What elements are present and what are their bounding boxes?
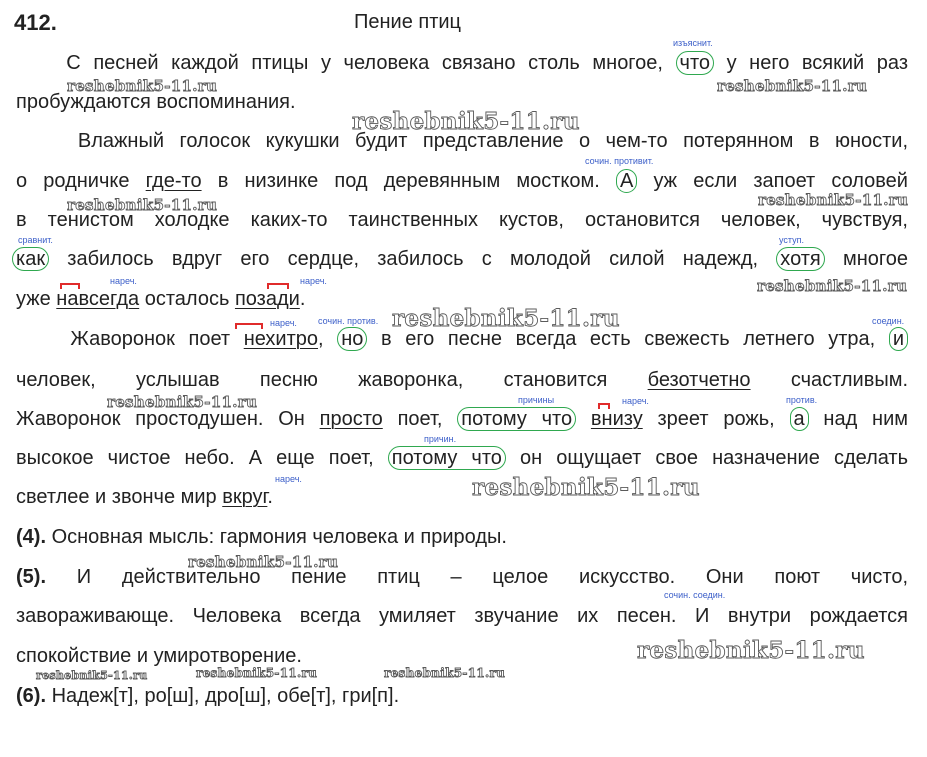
text: в его песне всегда есть свежесть летнего утра, — [380, 328, 876, 350]
prefix-mark — [598, 403, 610, 409]
note-sochin-soedin: сочин. соедин. — [664, 590, 726, 600]
circled-conjunction-hotya: хотя — [776, 247, 824, 271]
answer-number: (6). — [16, 685, 46, 707]
text: у него всякий раз — [726, 52, 908, 74]
text: в низинке под деревянным мостком. — [217, 170, 600, 192]
answer-number: (5). — [16, 566, 46, 588]
underlined-adverb: безотчетно — [647, 369, 751, 391]
p1-line-2: пробуждаются воспоминания. — [16, 91, 296, 113]
watermark: reshebnik5-11.ru — [67, 196, 218, 214]
exercise-number: 412. — [14, 10, 57, 35]
watermark: reshebnik5-11.ru — [36, 669, 148, 682]
text: Влажный голосок кукушки будит представление о чем-то потерянном в юности, — [77, 130, 908, 152]
answer-5-line-3: спокойствие и умиротворение. — [16, 645, 302, 667]
text: Жаворонок поет — [70, 328, 231, 350]
answer-number: (4). — [16, 526, 46, 548]
circled-conjunction-no: но — [337, 327, 367, 351]
watermark: reshebnik5-11.ru — [384, 666, 506, 680]
note-izyasnit: изъяснит. — [673, 38, 713, 48]
answer-5-line-1 — [16, 565, 908, 589]
answer-5-line-2: завораживающе. Человека всегда умиляет звучание их песен. И внутри рождается — [16, 605, 908, 627]
text: счастливым. — [790, 369, 908, 391]
circled-conjunction-potomu-chto: потому что — [457, 407, 576, 431]
p2-line-4 — [12, 247, 908, 271]
text: о родничке — [16, 170, 130, 192]
text: С песней каждой птицы у человека связано столь многое, — [66, 52, 663, 74]
text: он ощущает свое назначение сделать — [520, 447, 908, 469]
p2-line-3: в тенистом холодке каких-то таинственных кустов, остановится человек, чувствуя, — [16, 209, 908, 231]
circled-conjunction-a: а — [790, 407, 809, 431]
text: многое — [842, 248, 908, 270]
text: . — [267, 486, 273, 508]
note-narech: нареч. — [622, 396, 649, 406]
text: над ним — [823, 408, 909, 430]
circled-conjunction-potomu-chto: потому что — [388, 446, 506, 470]
prefix-mark — [235, 323, 263, 329]
text: человек, услышав песню жаворонка, становится — [16, 369, 608, 391]
underlined-adverb: вкруг — [222, 486, 268, 508]
note-protiv: против. — [786, 395, 818, 405]
note-prichin: причин. — [424, 434, 457, 444]
underlined-adverb: навсегда — [56, 288, 140, 310]
page-title: Пение птиц — [354, 11, 462, 33]
text: , — [318, 328, 324, 350]
text: высокое чистое небо. А еще поет, — [16, 447, 374, 469]
watermark: reshebnik5-11.ru — [758, 191, 909, 209]
watermark: reshebnik5-11.ru — [757, 277, 908, 295]
note-narech: нареч. — [300, 276, 327, 286]
text: уж если запоет соловей — [653, 170, 908, 192]
watermark: reshebnik5-11.ru — [717, 77, 868, 95]
answer-4 — [16, 525, 507, 549]
watermark: reshebnik5-11.ru — [107, 393, 258, 411]
note-prichiny: причины — [518, 395, 555, 405]
text: светлее и звонче мир — [16, 486, 217, 508]
p3-line-5 — [16, 485, 273, 509]
text: Основная мысль: гармония человека и природы. — [51, 526, 507, 548]
watermark: reshebnik5-11.ru — [392, 305, 620, 332]
prefix-mark — [60, 283, 80, 289]
prefix-mark — [267, 283, 289, 289]
underlined-adverb: позади — [234, 288, 300, 310]
text: уже — [16, 288, 51, 310]
p3-line-4 — [16, 446, 908, 470]
watermark: reshebnik5-11.ru — [196, 666, 318, 680]
watermark: reshebnik5-11.ru — [188, 553, 339, 571]
text: . — [299, 288, 306, 310]
text: поет, — [397, 408, 443, 430]
note-sochin-protiv: сочин. против. — [318, 316, 379, 326]
text: осталось — [144, 288, 230, 310]
p2-line-5 — [16, 287, 305, 311]
note-soedin: соедин. — [872, 316, 905, 326]
p3-line-2 — [16, 368, 908, 392]
text: Жаворонок простодушен. Он — [16, 408, 305, 430]
note-narech: нареч. — [275, 474, 302, 484]
circled-conjunction-i: и — [889, 327, 908, 351]
note-sravnit: сравнит. — [18, 235, 53, 245]
text: И действительно пение птиц – целое искусство. Они поют чисто, — [76, 566, 909, 588]
note-narech: нареч. — [270, 318, 297, 328]
answer-6 — [16, 684, 399, 708]
p1-line-1 — [16, 51, 908, 75]
p2-line-2 — [16, 169, 908, 193]
watermark: reshebnik5-11.ru — [637, 637, 865, 664]
circled-conjunction-a: А — [616, 169, 637, 193]
circled-conjunction-kak: как — [12, 247, 49, 271]
note-ustup: уступ. — [779, 235, 804, 245]
underlined-word: где-то — [145, 170, 202, 192]
text: Надеж[т], ро[ш], дро[ш], обе[т], гри[п]. — [51, 685, 400, 707]
note-narech: нареч. — [110, 276, 137, 286]
watermark: reshebnik5-11.ru — [352, 108, 580, 135]
note-sochin-protivit: сочин. противит. — [585, 156, 654, 166]
circled-conjunction-chto: что — [676, 51, 714, 75]
text: зреет рожь, — [657, 408, 775, 430]
watermark: reshebnik5-11.ru — [472, 474, 700, 501]
text: забилось вдруг его сердце, забилось с молодой силой надежд, — [67, 248, 759, 270]
underlined-adverb: просто — [319, 408, 383, 430]
underlined-adverb: нехитро — [243, 328, 319, 350]
watermark: reshebnik5-11.ru — [67, 77, 218, 95]
underlined-adverb: внизу — [590, 408, 643, 430]
